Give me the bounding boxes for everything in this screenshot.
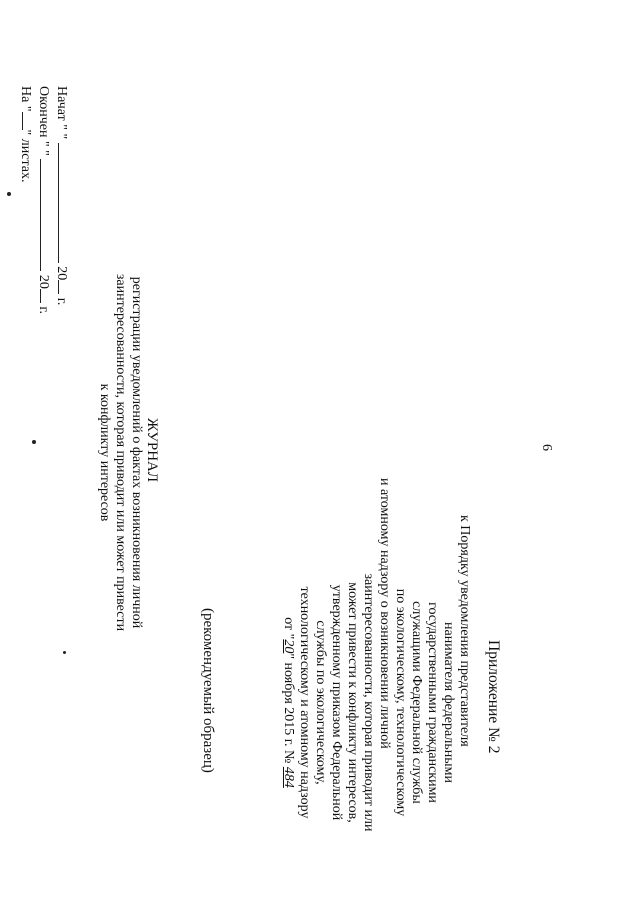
basis-line: по экологическому, технологическому: [393, 588, 408, 817]
journal-registry: [17, 86, 71, 314]
finished-label: Окончен: [36, 86, 51, 138]
started-year: 20: [54, 266, 69, 281]
page-number: 6: [539, 444, 554, 451]
journal-subtitle: [96, 0, 144, 905]
started-year-blank: [58, 280, 71, 294]
journal-subtitle-line: к конфликту интересов: [97, 383, 112, 522]
scan-speck: [7, 192, 11, 196]
basis-line: заинтересованности, которая приводит или: [361, 573, 376, 832]
basis-line: службы по экологическому,: [313, 620, 328, 785]
finished-year-suffix: г.: [36, 306, 51, 315]
journal-title: ЖУРНАЛ: [144, 418, 160, 483]
finished-line: [35, 86, 53, 314]
order-number: 484: [281, 766, 296, 788]
scan-speck: [63, 651, 66, 654]
finished-quotes: " ": [36, 140, 51, 156]
sheets-prefix: На ": [18, 86, 33, 112]
finished-year-blank: [40, 289, 53, 303]
order-middle: " ноября 2015 г. №: [281, 653, 296, 764]
started-line: [53, 86, 71, 314]
journal-subtitle-line: заинтересованности, которая приводит или может привести: [113, 273, 128, 632]
sheets-count-blank: [22, 112, 35, 130]
basis-line: государственными гражданскими: [425, 602, 440, 803]
started-year-suffix: г.: [54, 297, 69, 306]
basis-line: технологическому и атомному надзору: [297, 586, 312, 819]
basis-line: к Порядку уведомления представителя: [457, 515, 472, 747]
started-month-blank: [58, 143, 71, 263]
started-label: Начат: [54, 86, 69, 121]
finished-month-blank: [40, 159, 53, 271]
recommended-label: (рекомендуемый образец): [200, 608, 216, 773]
basis-line: нанимателя федеральными: [441, 622, 456, 783]
journal-subtitle-line: регистрации уведомлений о фактах возникновения личной: [129, 276, 144, 629]
sheets-line: [17, 86, 35, 314]
basis-line: служащими Федеральной службы: [409, 601, 424, 804]
finished-year: 20: [36, 274, 51, 289]
scan-speck: [32, 440, 36, 444]
order-line: [280, 515, 296, 890]
sheets-suffix: " листах.: [18, 129, 33, 183]
order-prefix: от ": [281, 617, 296, 640]
appendix-basis: [280, 478, 472, 890]
appendix-title: Приложение № 2: [485, 640, 502, 754]
basis-line: может привести к конфликту интересов,: [345, 582, 360, 823]
order-day: 20: [281, 639, 296, 654]
started-quotes: " ": [54, 124, 69, 140]
basis-line: и атомному надзору о возникновении личной: [377, 478, 392, 749]
basis-line: утвержденному приказом Федеральной: [329, 584, 344, 821]
